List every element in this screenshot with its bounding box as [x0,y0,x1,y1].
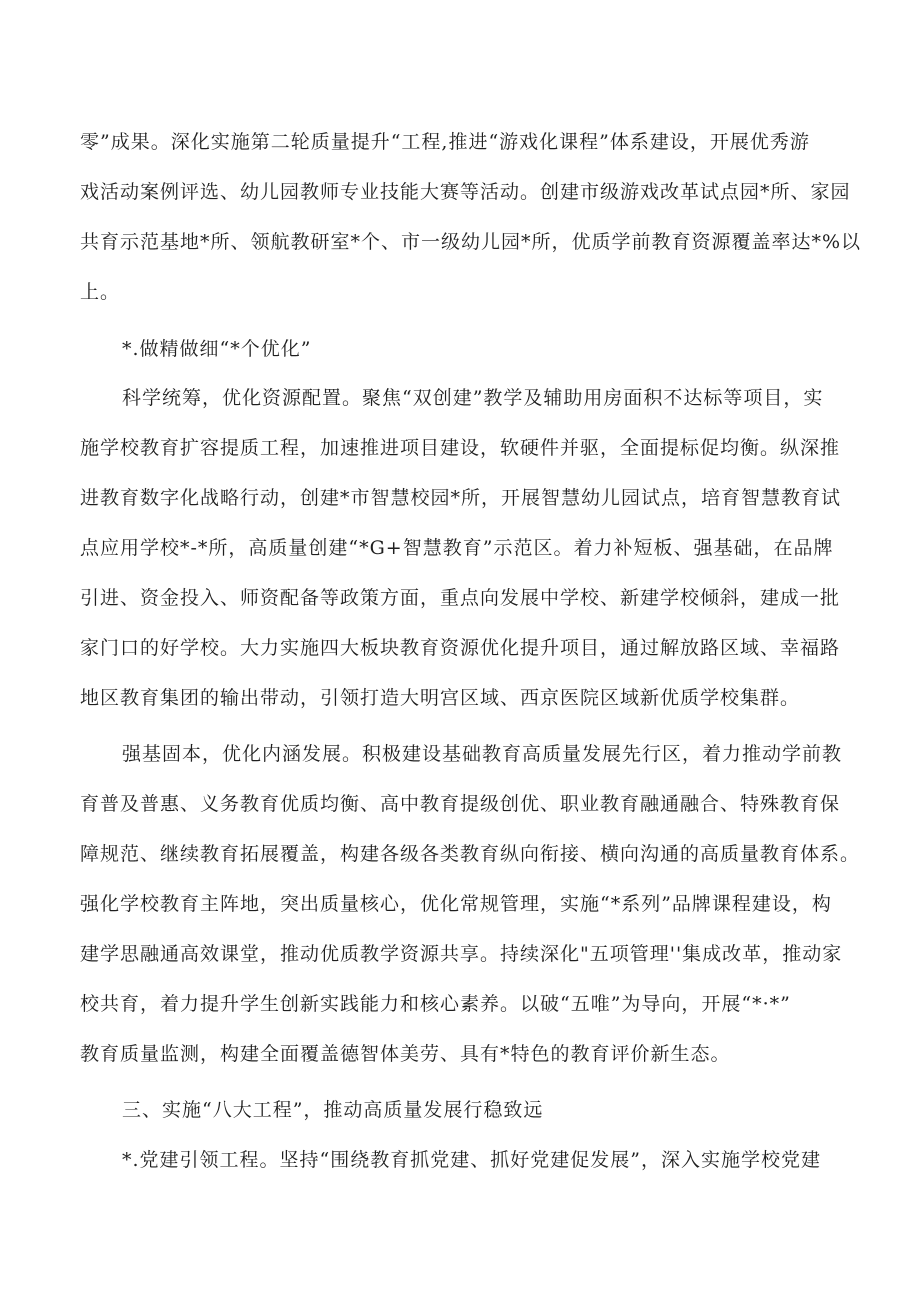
section-heading: 三、实施“八大工程”，推动高质量发展行稳致远 [122,1099,544,1121]
paragraph-line: 教育质量监测，构建全面覆盖德智体美劳、具有*特色的教育评价新生态。 [80,1043,731,1065]
paragraph-line: 育普及普惠、义务教育优质均衡、高中教育提级创优、职业教育融通融合、特殊教育保 [80,793,841,815]
paragraph-line: 零”成果。深化实施第二轮质量提升“工程,推进“游戏化课程”体系建设，开展优秀游 [80,131,810,153]
paragraph-line: 家门口的好学校。大力实施四大板块教育资源优化提升项目，通过解放路区域、幸福路 [80,637,841,659]
paragraph-line: 引进、资金投入、师资配备等政策方面，重点向发展中学校、新建学校倾斜，建成一批 [80,587,841,609]
paragraph-line: 强化学校教育主阵地，突出质量核心，优化常规管理，实施“*系列”品牌课程建设，构 [80,893,832,915]
paragraph-line: 科学统筹，优化资源配置。聚焦“双创建”教学及辅助用房面积不达标等项目，实 [122,387,824,409]
section-heading: *.做精做细“*个优化” [122,338,312,360]
paragraph-line: 建学思融通高效课堂，推动优质教学资源共享。持续深化"五项管理''集成改革，推动家 [80,943,843,965]
paragraph-line: 戏活动案例评选、幼儿园教师专业技能大赛等活动。创建市级游戏改革试点园*所、家园 [80,181,851,203]
paragraph-line: 强基固本，优化内涵发展。积极建设基础教育高质量发展先行区，着力推动学前教 [122,743,843,765]
paragraph-line: 点应用学校*-*所，高质量创建“*G+智慧教育”示范区。着力补短板、强基础，在品牌 [80,537,834,559]
paragraph-line: 共育示范基地*所、领航教研室*个、市一级幼儿园*所，优质学前教育资源覆盖率达*%以 [80,231,862,253]
paragraph-line: 障规范、继续教育拓展覆盖，构建各级各类教育纵向衔接、横向沟通的高质量教育体系。 [80,843,861,865]
paragraph-line: 校共育，着力提升学生创新实践能力和核心素养。以破“五唯”为导向，开展“*·*” [80,993,791,1015]
paragraph-line: 上。 [80,281,121,303]
paragraph-line: 进教育数字化战略行动，创建*市智慧校园*所，开展智慧幼儿园试点，培育智慧教育试 [80,487,842,509]
paragraph-line: *.党建引领工程。坚持“围绕教育抓党建、抓好党建促发展”，深入实施学校党建 [122,1149,821,1171]
paragraph-line: 地区教育集团的输出带动，引领打造大明宫区域、西京医院区域新优质学校集群。 [80,687,801,709]
paragraph-line: 施学校教育扩容提质工程，加速推进项目建设，软硬件并驱，全面提标促均衡。纵深推 [80,437,841,459]
